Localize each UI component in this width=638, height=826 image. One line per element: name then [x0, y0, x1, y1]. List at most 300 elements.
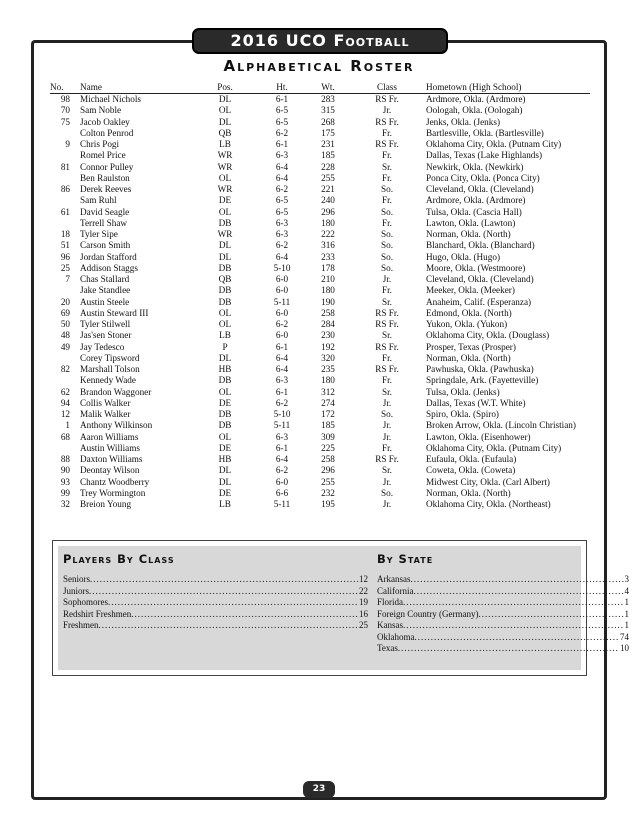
- player-height: 6-0: [275, 307, 289, 318]
- player-weight: 233: [321, 251, 335, 262]
- player-height: 6-2: [275, 184, 289, 194]
- player-weight: 255: [321, 476, 335, 487]
- table-row: [50, 432, 590, 443]
- player-hometown: Pawhuska, Okla. (Pawhuska): [426, 364, 534, 374]
- player-height: 6-4: [275, 251, 289, 262]
- player-class: RS Fr.: [375, 454, 399, 464]
- player-position: OL: [218, 206, 232, 217]
- table-row: [50, 252, 590, 263]
- dot-leader: [89, 586, 358, 598]
- player-weight: 178: [321, 262, 335, 273]
- player-number: 50: [60, 319, 70, 329]
- table-row: [50, 454, 590, 465]
- player-name: Romel Price: [80, 150, 126, 161]
- player-weight: 190: [321, 296, 335, 307]
- player-position: DB: [218, 375, 232, 386]
- player-number: 62: [60, 386, 70, 397]
- player-hometown: Lawton, Okla. (Lawton): [426, 217, 516, 228]
- page-banner-title: 2016 UCO Football: [192, 28, 448, 54]
- player-weight: 320: [321, 352, 335, 363]
- player-number: 48: [60, 330, 70, 341]
- player-name: Trey Wormington: [80, 487, 146, 498]
- roster-body: [50, 94, 590, 510]
- player-hometown: Bartlesville, Okla. (Bartlesville): [426, 127, 544, 138]
- table-row: [50, 387, 590, 398]
- player-weight: 296: [321, 206, 335, 217]
- player-number: 49: [60, 341, 70, 352]
- player-class: Jr.: [382, 499, 392, 509]
- state-item: [377, 597, 629, 609]
- player-position: DB: [218, 296, 232, 307]
- player-name: Jordan Stafford: [80, 251, 137, 262]
- table-row: [50, 173, 590, 184]
- player-class: Fr.: [382, 352, 392, 363]
- player-class: RS Fr.: [375, 139, 399, 149]
- table-row: [50, 342, 590, 353]
- col-header-hometown: Hometown (High School): [426, 82, 522, 92]
- player-class: Sr.: [382, 465, 392, 476]
- table-row: [50, 375, 590, 386]
- player-position: OL: [218, 431, 232, 442]
- player-height: 5-11: [273, 499, 291, 509]
- player-position: OL: [218, 307, 232, 318]
- player-hometown: Oklahoma City, Okla. (Douglass): [426, 330, 550, 341]
- player-position: DL: [218, 465, 232, 476]
- table-row: [50, 128, 590, 139]
- table-row: [50, 297, 590, 308]
- player-number: 9: [65, 139, 70, 149]
- dot-leader: [478, 609, 623, 621]
- player-name: Daxton Williams: [80, 454, 143, 464]
- player-name: Terrell Shaw: [80, 217, 128, 228]
- player-height: 6-3: [275, 217, 289, 228]
- player-height: 6-3: [275, 229, 289, 239]
- state-item: [377, 586, 629, 598]
- player-name: Jacob Oakley: [80, 116, 130, 127]
- player-weight: 268: [321, 116, 335, 127]
- player-number: 51: [60, 240, 70, 251]
- player-number: 32: [60, 499, 70, 509]
- col-header-ht: Ht.: [276, 82, 288, 92]
- player-number: 82: [60, 364, 70, 374]
- dot-leader: [90, 574, 358, 586]
- player-weight: 309: [321, 431, 335, 442]
- player-class: So.: [380, 409, 393, 419]
- player-position: OL: [218, 172, 232, 183]
- player-height: 6-1: [275, 139, 289, 149]
- player-class: RS Fr.: [375, 319, 399, 329]
- player-position: HB: [218, 364, 232, 374]
- dot-leader: [415, 632, 620, 644]
- player-weight: 312: [321, 386, 335, 397]
- class-item: [63, 586, 368, 598]
- player-weight: 192: [321, 341, 335, 352]
- player-name: Austin Williams: [80, 442, 140, 453]
- player-weight: 175: [321, 127, 335, 138]
- player-class: So.: [380, 184, 393, 194]
- player-class: Jr.: [382, 420, 392, 431]
- player-class: So.: [380, 206, 393, 217]
- player-name: Jay Tedesco: [80, 341, 125, 352]
- player-hometown: Anaheim, Calif. (Esperanza): [426, 296, 532, 307]
- player-position: DB: [218, 409, 232, 419]
- player-height: 5-10: [273, 262, 291, 273]
- class-label: Freshmen: [63, 620, 99, 630]
- table-row: [50, 330, 590, 341]
- player-height: 6-4: [275, 352, 289, 363]
- dot-leader: [403, 597, 624, 609]
- player-number: 68: [60, 431, 70, 442]
- player-class: So.: [380, 229, 393, 239]
- player-weight: 172: [321, 409, 335, 419]
- state-count: 3: [624, 574, 629, 584]
- player-name: Deontay Wilson: [80, 465, 140, 476]
- player-position: LB: [219, 499, 231, 509]
- class-item: [63, 574, 368, 586]
- player-height: 6-0: [275, 476, 289, 487]
- player-number: 99: [60, 487, 70, 498]
- player-name: Corey Tipsword: [80, 352, 140, 363]
- player-weight: 222: [321, 229, 335, 239]
- player-class: Jr.: [382, 431, 392, 442]
- player-hometown: Norman, Okla. (North): [426, 352, 511, 363]
- by-state-section: [377, 546, 629, 655]
- player-position: DE: [218, 487, 232, 498]
- players-by-class-list: [63, 574, 368, 632]
- player-position: OL: [218, 319, 232, 329]
- player-number: 96: [60, 251, 70, 262]
- player-number: 61: [60, 206, 70, 217]
- player-number: 1: [65, 420, 70, 431]
- roster-table: [50, 82, 590, 510]
- player-hometown: Dallas, Texas (W.T. White): [426, 397, 526, 408]
- state-count: 1: [624, 620, 629, 630]
- class-item: [63, 620, 368, 632]
- dot-leader: [414, 586, 624, 598]
- player-class: Fr.: [382, 375, 392, 386]
- player-class: RS Fr.: [375, 364, 399, 374]
- table-row: [50, 274, 590, 285]
- player-name: Aaron Williams: [80, 431, 139, 442]
- player-weight: 185: [321, 150, 335, 161]
- player-name: Jake Standlee: [80, 285, 131, 296]
- player-name: Ben Raulston: [80, 172, 130, 183]
- player-weight: 315: [321, 105, 335, 116]
- table-row: [50, 218, 590, 229]
- player-height: 6-5: [275, 105, 289, 116]
- player-weight: 185: [321, 420, 335, 431]
- player-weight: 228: [321, 161, 335, 172]
- player-hometown: Yukon, Okla. (Yukon): [426, 319, 508, 329]
- player-weight: 225: [321, 442, 335, 453]
- player-name: Derek Reeves: [80, 184, 132, 194]
- table-row: [50, 319, 590, 330]
- col-header-class: Class: [377, 82, 397, 92]
- player-class: Fr.: [382, 195, 392, 206]
- player-position: DE: [218, 397, 232, 408]
- player-position: P: [222, 341, 228, 352]
- table-row: [50, 263, 590, 274]
- state-count: 10: [620, 643, 629, 653]
- players-by-class-section: [63, 546, 368, 632]
- player-hometown: Edmond, Okla. (North): [426, 307, 512, 318]
- player-name: Chas Stallard: [80, 274, 130, 284]
- player-name: Tyler Sipe: [80, 229, 118, 239]
- players-by-class-title: Players By Class: [63, 552, 175, 566]
- player-position: DL: [218, 476, 232, 487]
- state-item: [377, 620, 629, 632]
- player-weight: 195: [321, 499, 335, 509]
- state-label: Arkansas: [377, 574, 411, 584]
- player-height: 6-0: [275, 330, 289, 341]
- player-height: 6-1: [275, 94, 289, 104]
- player-weight: 283: [321, 94, 335, 104]
- player-position: QB: [218, 274, 232, 284]
- table-row: [50, 477, 590, 488]
- player-position: DE: [218, 442, 232, 453]
- player-hometown: Cleveland, Okla. (Cleveland): [426, 184, 534, 194]
- player-height: 6-0: [275, 285, 289, 296]
- player-name: Connor Pulley: [80, 161, 134, 172]
- player-name: Tyler Stilwell: [80, 319, 131, 329]
- player-height: 6-4: [275, 454, 289, 464]
- state-count: 1: [624, 608, 629, 619]
- player-weight: 316: [321, 240, 335, 251]
- player-position: HB: [218, 454, 232, 464]
- player-position: LB: [219, 139, 231, 149]
- table-row: [50, 420, 590, 431]
- player-class: RS Fr.: [375, 116, 399, 127]
- player-name: Malik Walker: [80, 409, 131, 419]
- player-number: 25: [60, 262, 70, 273]
- class-count: 19: [359, 597, 368, 607]
- player-position: WR: [217, 150, 233, 161]
- dot-leader: [131, 609, 358, 621]
- player-weight: 258: [321, 307, 335, 318]
- player-number: 81: [60, 161, 70, 172]
- player-position: WR: [217, 229, 233, 239]
- table-row: [50, 308, 590, 319]
- player-weight: 255: [321, 172, 335, 183]
- player-class: Sr.: [382, 386, 392, 397]
- table-row: [50, 443, 590, 454]
- roster-subtitle: Alphabetical Roster: [223, 57, 415, 75]
- player-hometown: Oklahoma City, Okla. (Northeast): [426, 499, 551, 509]
- player-hometown: Oologah, Okla. (Oologah): [426, 105, 523, 116]
- player-number: 90: [60, 465, 70, 476]
- player-weight: 180: [321, 217, 335, 228]
- table-row: [50, 364, 590, 375]
- player-number: 12: [60, 409, 70, 419]
- player-name: Michael Nichols: [80, 94, 141, 104]
- state-label: California: [377, 585, 414, 596]
- player-class: Fr.: [382, 127, 392, 138]
- state-count: 4: [624, 585, 629, 596]
- player-height: 5-11: [273, 296, 291, 307]
- player-class: Jr.: [382, 397, 392, 408]
- player-class: Fr.: [382, 442, 392, 453]
- player-number: 20: [60, 296, 70, 307]
- player-hometown: Prosper, Texas (Prosper): [426, 341, 516, 352]
- table-row: [50, 150, 590, 161]
- table-row: [50, 195, 590, 206]
- player-height: 6-4: [275, 364, 289, 374]
- state-item: [377, 574, 629, 586]
- player-hometown: Jenks, Okla. (Jenks): [426, 116, 500, 127]
- table-row: [50, 229, 590, 240]
- player-hometown: Tulsa, Okla. (Jenks): [426, 386, 500, 397]
- player-name: Anthony Wilkinson: [80, 420, 153, 431]
- player-number: 94: [60, 397, 70, 408]
- player-class: Sr.: [382, 330, 392, 341]
- dot-leader: [403, 620, 624, 632]
- player-height: 6-4: [275, 172, 289, 183]
- player-number: 98: [60, 94, 70, 104]
- player-hometown: Lawton, Okla. (Eisenhower): [426, 431, 531, 442]
- class-count: 22: [359, 585, 368, 596]
- player-height: 6-5: [275, 116, 289, 127]
- player-weight: 240: [321, 195, 335, 206]
- player-hometown: Meeker, Okla. (Meeker): [426, 285, 515, 296]
- table-row: [50, 488, 590, 499]
- class-label: Redshirt Freshmen: [63, 608, 132, 619]
- table-row: [50, 139, 590, 150]
- player-name: Chantz Woodberry: [80, 476, 150, 487]
- player-hometown: Blanchard, Okla. (Blanchard): [426, 240, 535, 251]
- table-row: [50, 240, 590, 251]
- player-hometown: Oklahoma City, Okla. (Putnam City): [426, 442, 562, 453]
- player-class: Jr.: [382, 105, 392, 116]
- player-height: 6-3: [275, 150, 289, 161]
- player-class: So.: [380, 240, 393, 251]
- state-item: [377, 632, 629, 644]
- player-position: DB: [218, 217, 232, 228]
- player-class: So.: [380, 487, 393, 498]
- state-label: Texas: [377, 643, 398, 653]
- class-item: [63, 597, 368, 609]
- player-weight: 221: [321, 184, 335, 194]
- player-position: DB: [218, 420, 232, 431]
- player-class: Jr.: [382, 274, 392, 284]
- player-weight: 180: [321, 285, 335, 296]
- player-weight: 258: [321, 454, 335, 464]
- player-name: Marshall Tolson: [80, 364, 140, 374]
- player-position: OL: [218, 105, 232, 116]
- player-height: 6-2: [275, 319, 289, 329]
- player-height: 6-6: [275, 487, 289, 498]
- player-hometown: Midwest City, Okla. (Carl Albert): [426, 476, 550, 487]
- player-hometown: Broken Arrow, Okla. (Lincoln Christian): [426, 420, 576, 431]
- player-name: Austin Steele: [80, 296, 130, 307]
- player-class: So.: [380, 262, 393, 273]
- player-name: David Seagle: [80, 206, 130, 217]
- player-name: Sam Ruhl: [80, 195, 117, 206]
- state-count: 1: [624, 597, 629, 607]
- player-hometown: Oklahoma City, Okla. (Putnam City): [426, 139, 562, 149]
- player-name: Addison Staggs: [80, 262, 138, 273]
- player-name: Sam Noble: [80, 105, 122, 116]
- player-height: 6-3: [275, 375, 289, 386]
- summary-box: [52, 540, 629, 676]
- class-item: [63, 609, 368, 621]
- player-position: DL: [218, 240, 232, 251]
- player-position: DL: [218, 251, 232, 262]
- player-name: Collis Walker: [80, 397, 131, 408]
- player-hometown: Coweta, Okla. (Coweta): [426, 465, 516, 476]
- class-count: 16: [359, 608, 368, 619]
- player-number: 75: [60, 116, 70, 127]
- table-row: [50, 285, 590, 296]
- player-name: Brandon Waggoner: [80, 386, 152, 397]
- player-position: QB: [218, 127, 232, 138]
- summary-box-inner: [58, 546, 629, 670]
- player-hometown: Norman, Okla. (North): [426, 229, 511, 239]
- player-weight: 284: [321, 319, 335, 329]
- table-row: [50, 207, 590, 218]
- player-class: Sr.: [382, 296, 392, 307]
- col-header-no: No.: [50, 82, 64, 92]
- player-hometown: Norman, Okla. (North): [426, 487, 511, 498]
- player-class: Fr.: [382, 172, 392, 183]
- player-hometown: Springdale, Ark. (Fayetteville): [426, 375, 539, 386]
- player-hometown: Ponca City, Okla. (Ponca City): [426, 172, 540, 183]
- dot-leader: [398, 643, 619, 655]
- player-height: 6-1: [275, 386, 289, 397]
- class-label: Juniors: [63, 585, 90, 596]
- col-header-wt: Wt.: [321, 82, 335, 92]
- player-number: 70: [60, 105, 70, 116]
- state-item: [377, 609, 629, 621]
- player-weight: 231: [321, 139, 335, 149]
- player-hometown: Moore, Okla. (Westmoore): [426, 262, 526, 273]
- table-row: [50, 184, 590, 195]
- player-position: DE: [218, 195, 232, 206]
- player-height: 5-10: [273, 409, 291, 419]
- player-class: Fr.: [382, 150, 392, 161]
- table-row: [50, 162, 590, 173]
- state-item: [377, 643, 629, 655]
- player-weight: 232: [321, 487, 335, 498]
- by-state-list: [377, 574, 629, 655]
- player-hometown: Eufaula, Okla. (Eufaula): [426, 454, 517, 464]
- player-hometown: Tulsa, Okla. (Cascia Hall): [426, 206, 522, 217]
- player-weight: 274: [321, 397, 335, 408]
- player-hometown: Dallas, Texas (Lake Highlands): [426, 150, 543, 161]
- table-row: [50, 117, 590, 128]
- state-label: Florida: [377, 597, 403, 607]
- player-height: 6-4: [275, 161, 289, 172]
- player-number: 88: [60, 454, 70, 464]
- table-row: [50, 409, 590, 420]
- player-position: DB: [218, 262, 232, 273]
- page-number: 23: [303, 781, 335, 798]
- player-height: 5-11: [273, 420, 291, 431]
- player-weight: 235: [321, 364, 335, 374]
- by-state-title: By State: [377, 552, 434, 566]
- player-position: DL: [218, 116, 232, 127]
- dot-leader: [108, 597, 358, 609]
- dot-leader: [99, 620, 359, 632]
- player-position: LB: [219, 330, 231, 341]
- player-name: Carson Smith: [80, 240, 131, 251]
- table-row: [50, 353, 590, 364]
- player-hometown: Hugo, Okla. (Hugo): [426, 251, 500, 262]
- player-class: So.: [380, 251, 393, 262]
- player-name: Chris Pogi: [80, 139, 120, 149]
- player-height: 6-2: [275, 127, 289, 138]
- player-weight: 230: [321, 330, 335, 341]
- player-class: Fr.: [382, 217, 392, 228]
